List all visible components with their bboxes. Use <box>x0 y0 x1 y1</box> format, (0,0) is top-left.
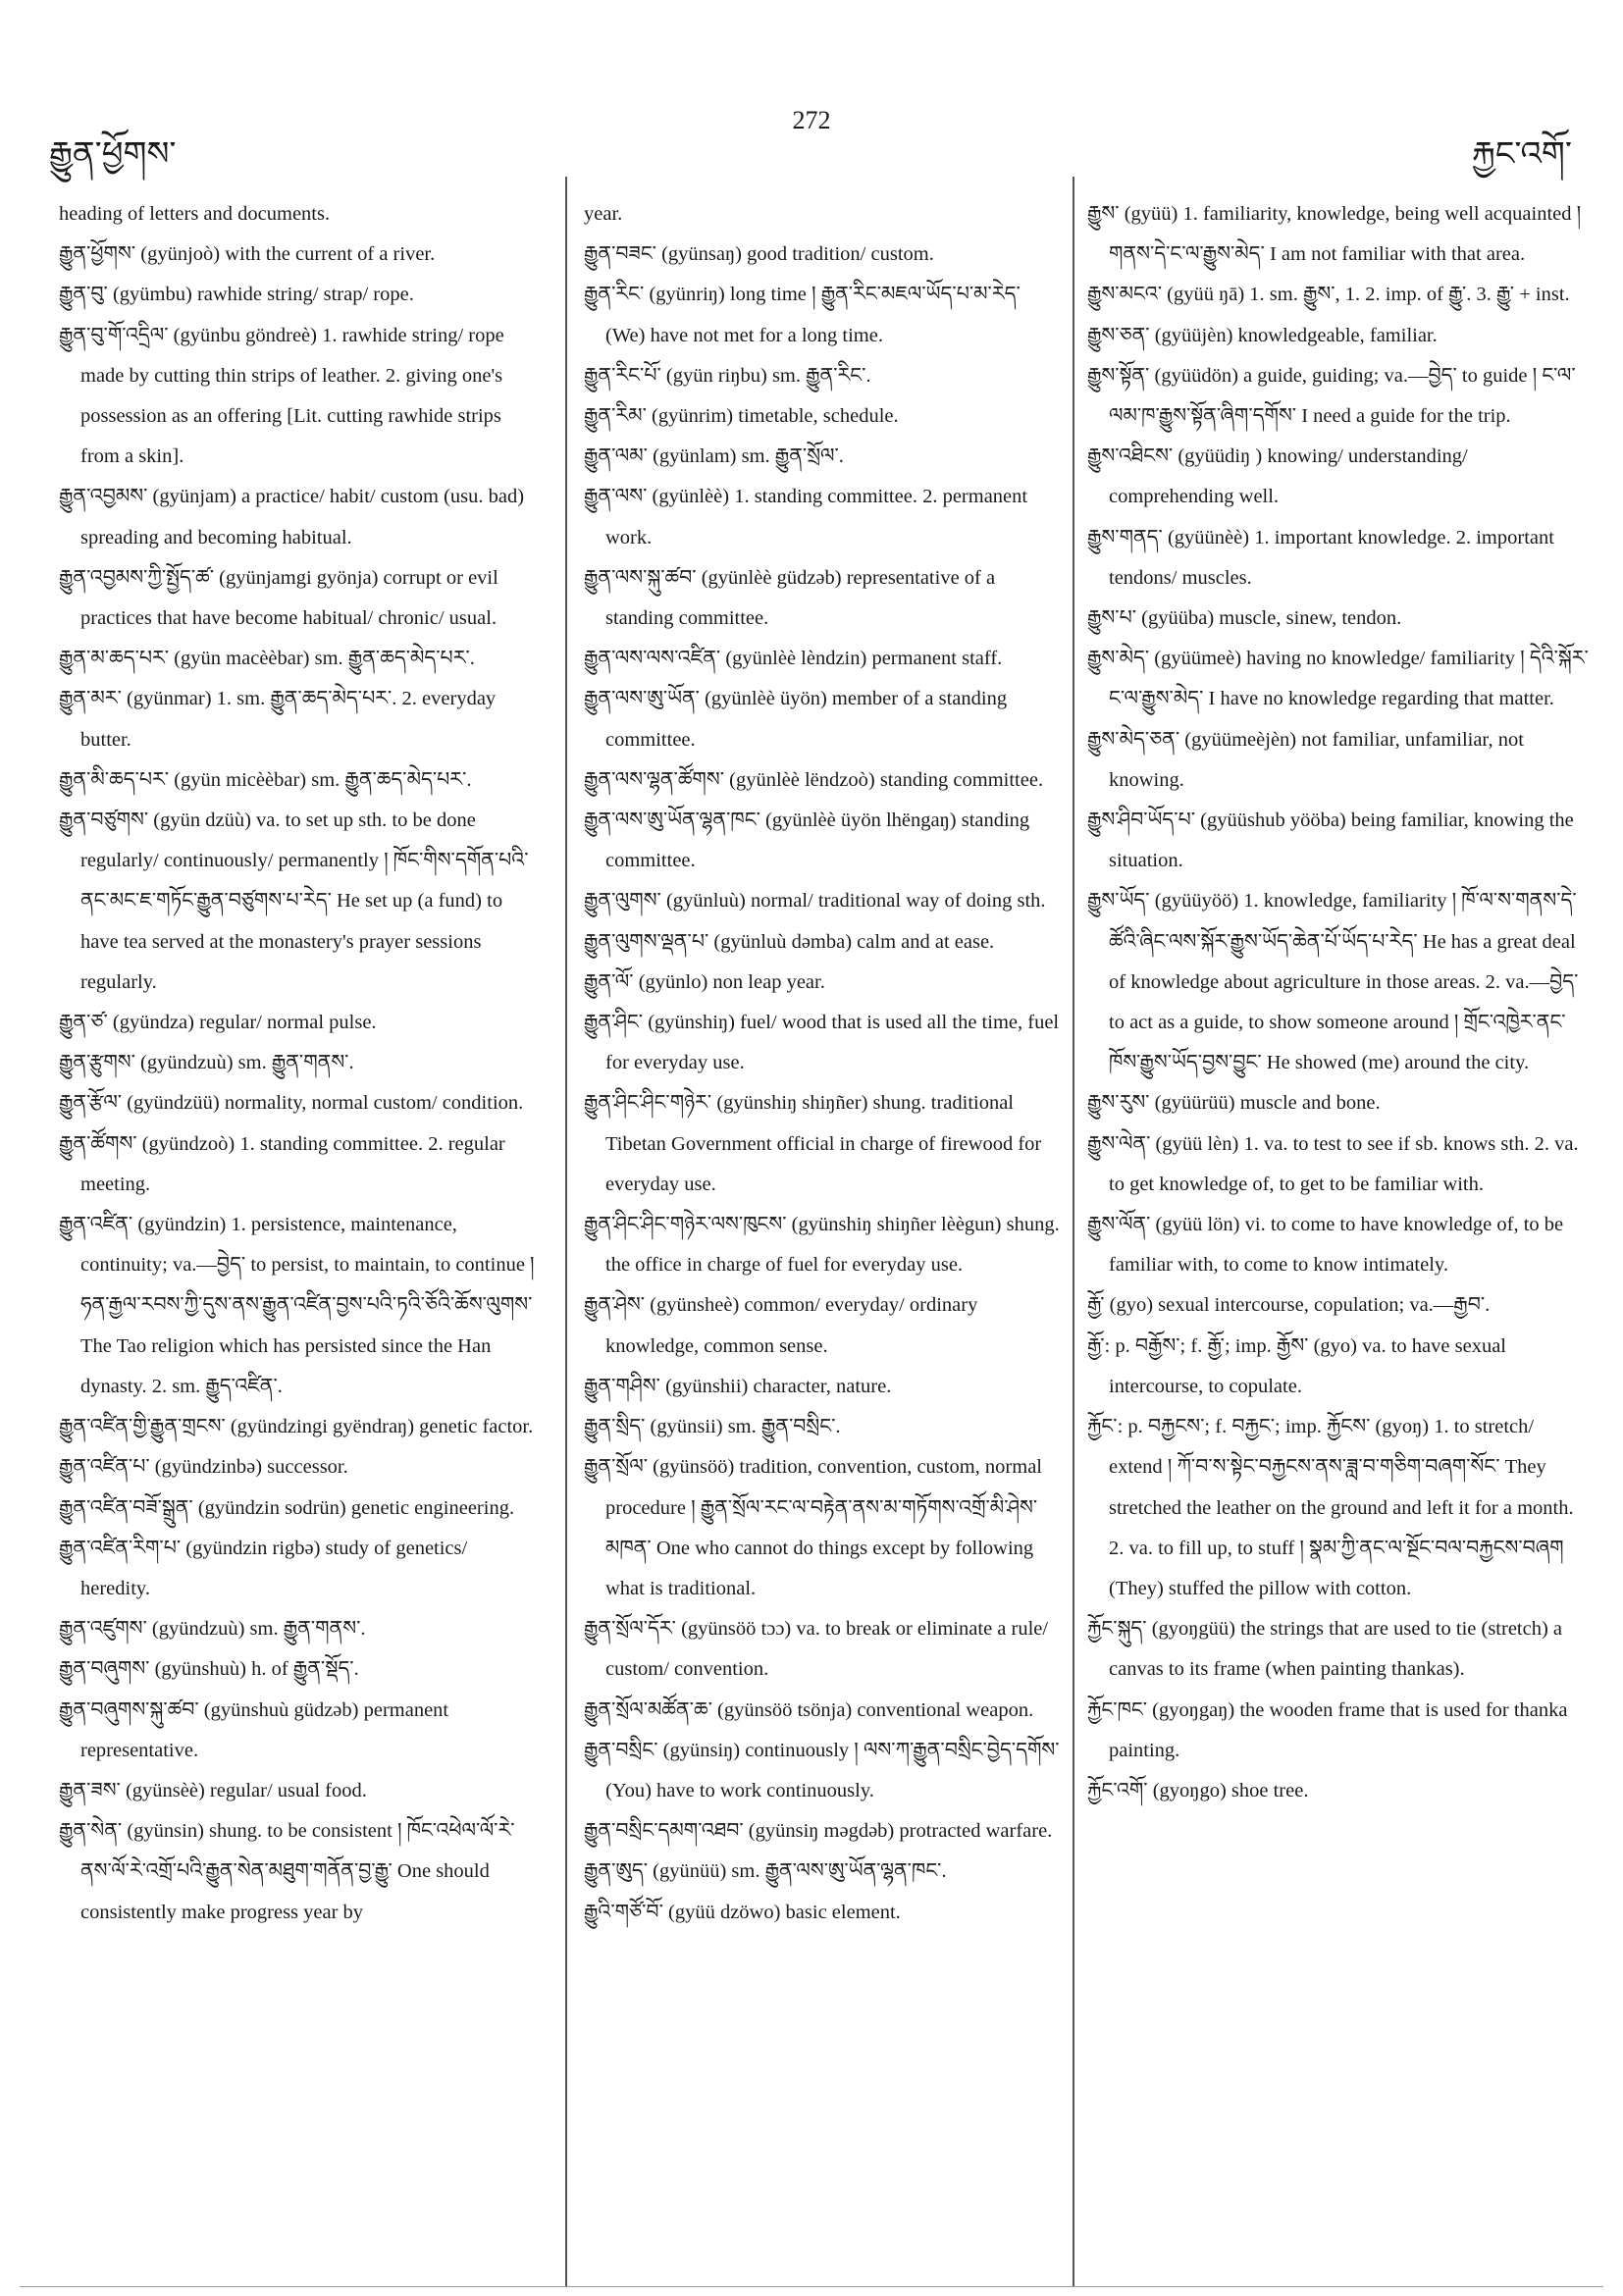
dictionary-entry: རྒྱུན་སྲོལ་ (gyünsöö) tradition, convention, custom, normal procedure ། རྒྱུན་སྲོལ་རང་ལ་བརྟེན་ནས་མ་གཏོགས་འགྲོ་མི་ཤེས་མཁན་ One who cannot do things except by following what is traditional. <box>584 1456 1042 1599</box>
dictionary-entry: རྒྱུན་ལས་ཨུ་ཡོན་ (gyünlèè üyön) member of a standing committee. <box>584 688 1008 751</box>
dictionary-entry: རྒྱུན་ཙ་ (gyündza) regular/ normal pulse. <box>59 1012 377 1034</box>
bottom-rule <box>20 2286 1603 2287</box>
page-number: 272 <box>792 106 831 134</box>
dictionary-entry: རྒྱུན་རིམ་ (gyünrim) timetable, schedule. <box>584 405 899 428</box>
dictionary-entry: རྐྱོང་ཁང་ (gyoŋgaŋ) the wooden frame that is used for thanka painting. <box>1087 1698 1568 1761</box>
dictionary-entry: རྒྱུན་ལུགས་ (gyünluù) normal/ traditional way of doing sth. <box>584 890 1046 913</box>
dictionary-entry: རྒྱུན་བསྲིང་དམག་འཐབ་ (gyünsiŋ məgdəb) protracted warfare. <box>584 1820 1053 1843</box>
dictionary-entry: རྒྱུན་ཤིང་ (gyünshiŋ) fuel/ wood that is used all the time, fuel for everyday use. <box>584 1012 1060 1074</box>
column-divider <box>565 177 567 2286</box>
dictionary-column-3 <box>1087 194 1590 1811</box>
dictionary-entry: རྒྱུན་བསྲིང་ (gyünsiŋ) continuously ། ལས་ཀ་རྒྱུན་བསྲིང་བྱེད་དགོས་ (You) have to work continuously. <box>584 1739 1060 1801</box>
dictionary-entry: རྒྱུན་འབྱམས་ (gyünjam) a practice/ habit/ custom (usu. bad) spreading and becoming habitual. <box>59 486 525 548</box>
dictionary-entry: རྒྱུན་མར་ (gyünmar) 1. sm. རྒྱུན་ཆད་མེད་པར་. 2. everyday butter. <box>59 688 497 751</box>
dictionary-entry: རྒྱུས་ཅན་ (gyüüjèn) knowledgeable, familiar. <box>1087 324 1438 346</box>
dictionary-entry: རྒྱུན་ལས་ལས་འཛིན་ (gyünlèè lèndzin) permanent staff. <box>584 648 1003 670</box>
dictionary-entry: རྒྱུས་ཡོད་ (gyüüyöö) 1. knowledge, familiarity ། ཁོ་ལ་ས་གནས་དེ་ཚོའི་ཞིང་ལས་སྐོར་རྒྱུས་ཡོད་ཆེན་པོ་ཡོད་པ་རེད་ He has a great deal of knowledge about agriculture in those areas. 2. va.—བྱེད་ to act as a guide, to show someone around ། གྲོང་འཁྱེར་ནང་ཁོས་རྒྱུས་ཡོད་བྱས་བྱུང་ He showed (me) around the city. <box>1087 890 1579 1074</box>
dictionary-entry: རྒྱུས་མེད་ཅན་ (gyüümeèjèn) not familiar, unfamiliar, not knowing. <box>1087 728 1524 791</box>
dictionary-entry: རྒྱུན་བཞུགས་ (gyünshuù) h. of རྒྱུན་སྡོད་. <box>59 1658 359 1681</box>
dictionary-entry: རྒྱོ་ (gyo) sexual intercourse, copulation; va.—རྒྱབ་. <box>1087 1294 1491 1317</box>
dictionary-entry: རྒྱུན་འཛིན་པ་ (gyündzinbə) successor. <box>59 1456 348 1479</box>
dictionary-entry: རྒྱོ་: p. བརྒྱོས་; f. རྒྱོ་; imp. རྒྱོས་ (gyo) va. to have sexual intercourse, to copulate. <box>1087 1334 1506 1397</box>
dictionary-entry: རྒྱུས་ལེན་ (gyüü lèn) 1. va. to test to see if sb. knows sth. 2. va. to get knowledge of, to get to be familiar with. <box>1087 1132 1579 1195</box>
dictionary-entry: རྒྱུས་མངའ་ (gyüü ŋā) 1. sm. རྒྱུས་, 1. 2. imp. of རྒྱུ་. 3. རྒྱུ་ + inst. <box>1087 284 1570 306</box>
left-running-headword: རྒྱུན་ཕྱོགས་ <box>49 136 177 173</box>
dictionary-entry: རྒྱུས་རུས་ (gyüürüü) muscle and bone. <box>1087 1092 1381 1115</box>
dictionary-column-2 <box>584 194 1065 1933</box>
dictionary-entry: རྒྱུན་རིང་པོ་ (gyün riŋbu) sm. རྒྱུན་རིང་. <box>584 364 871 387</box>
dictionary-entry: རྒྱུན་མ་ཆད་པར་ (gyün macèèbar) sm. རྒྱུན་ཆད་མེད་པར་. <box>59 648 475 670</box>
dictionary-entry: རྒྱུན་ཚོགས་ (gyündzoò) 1. standing committee. 2. regular meeting. <box>59 1132 505 1195</box>
dictionary-entry: རྒྱུས་ཤིབ་ཡོད་པ་ (gyüüshub yööba) being familiar, knowing the situation. <box>1087 809 1574 872</box>
dictionary-entry: རྒྱུན་བུ་ (gyümbu) rawhide string/ strap/ rope. <box>59 284 414 306</box>
dictionary-entry: རྒྱུན་ལུགས་ལྡན་པ་ (gyünluù dəmba) calm and at ease. <box>584 930 995 953</box>
dictionary-entry: རྒྱུན་ཤེས་ (gyünsheè) common/ everyday/ ordinary knowledge, common sense. <box>584 1294 978 1357</box>
dictionary-entry: རྒྱུན་སྲོལ་མཚོན་ཆ་ (gyünsöö tsönja) conventional weapon. <box>584 1698 1034 1721</box>
dictionary-entry: heading of letters and documents. <box>59 203 331 225</box>
dictionary-entry: year. <box>584 203 623 225</box>
dictionary-entry: རྒྱུས་འཐིངས་ (gyüüdiŋ ) knowing/ understanding/ comprehending well. <box>1087 445 1468 508</box>
dictionary-entry: རྐྱོང་སྐུད་ (gyoŋgüü) the strings that are used to tie (stretch) a canvas to its frame (when painting thankas). <box>1087 1618 1563 1681</box>
dictionary-entry: རྒྱུན་ཟས་ (gyünsèè) regular/ usual food. <box>59 1779 367 1801</box>
dictionary-entry: རྒྱུས་པ་ (gyüüba) muscle, sinew, tendon. <box>1087 607 1402 630</box>
dictionary-entry: རྒྱུན་རིང་ (gyünriŋ) long time ། རྒྱུན་རིང་མཇལ་ཡོད་པ་མ་རེད་ (We) have not met for a long time. <box>584 284 1021 346</box>
dictionary-entry: རྐྱོང་འགོ་ (gyoŋgo) shoe tree. <box>1087 1779 1309 1801</box>
dictionary-entry: རྒྱུས་ལོན་ (gyüü lön) vi. to come to have knowledge of, to be familiar with, to come to know intimately. <box>1087 1214 1564 1277</box>
dictionary-entry: རྒྱུན་བུ་གོ་འདྲིལ་ (gyünbu göndreè) 1. rawhide string/ rope made by cutting thin strips of leather. 2. giving one's possession as an offering [Lit. cutting rawhide strips from a skin]. <box>59 324 504 468</box>
dictionary-column-1 <box>59 194 538 1933</box>
dictionary-entry: རྒྱུས་སྟོན་ (gyüüdön) a guide, guiding; va.—བྱེད་ to guide ། ང་ལ་ལམ་ཁ་རྒྱུས་སྟོན་ཞིག་དགོས་ I need a guide for the trip. <box>1087 364 1576 428</box>
dictionary-entry: རྒྱུན་འཛིན་བཟོ་སྒྲུན་ (gyündzin sodrün) genetic engineering. <box>59 1496 515 1519</box>
dictionary-entry: རྒྱུན་འབྱམས་ཀྱི་སྤྱོད་ཚ་ (gyünjamgi gyönja) corrupt or evil practices that have become habitual/ chronic/ usual. <box>59 566 498 630</box>
dictionary-entry: རྒྱུན་བཞུགས་སྐུ་ཚབ་ (gyünshuù güdzəb) permanent representative. <box>59 1698 449 1761</box>
dictionary-entry: རྒྱུན་འཛུགས་ (gyündzuù) sm. རྒྱུན་གནས་. <box>59 1618 366 1641</box>
dictionary-entry: རྒྱུན་སྲོལ་དོར་ (gyünsöö tɔɔ) va. to break or eliminate a rule/ custom/ convention. <box>584 1618 1049 1681</box>
dictionary-entry: རྒྱུན་འཛིན་ (gyündzin) 1. persistence, maintenance, continuity; va.—བྱེད་ to persist, to maintain, to continue ། ཧན་རྒྱལ་རབས་ཀྱི་དུས་ནས་རྒྱུན་འཛིན་བྱས་པའི་ཏའི་ཅོའི་ཆོས་ལུགས་ The Tao religion which has persisted since the Han dynasty. 2. sm. རྒྱུད་འཛིན་. <box>59 1214 535 1397</box>
dictionary-entry: རྒྱུན་རྩུགས་ (gyündzuù) sm. རྒྱུན་གནས་. <box>59 1052 354 1074</box>
column-divider <box>1073 177 1074 2286</box>
dictionary-entry: རྐྱོང་: p. བརྐྱངས་; f. བརྐྱང་; imp. རྐྱོངས་ (gyoŋ) 1. to stretch/ extend ། ཀོ་བ་ས་སྟེང་བརྐྱངས་ནས་ཟླ་བ་གཅིག་བཞག་སོང་ They stretched the leather on the ground and left it for a month. 2. va. to fill up, to stuff ། སྣམ་ཀྱི་ནང་ལ་སྔོང་བལ་བརྐྱངས་བཞག (They) stuffed the pillow with cotton. <box>1087 1416 1574 1599</box>
dictionary-entry: རྒྱུན་ལོ་ (gyünlo) non leap year. <box>584 970 825 993</box>
dictionary-entry: རྒྱུན་ཤིང་ཤིང་གཉེར་ (gyünshiŋ shiŋñer) shung. traditional Tibetan Government official in charge of firewood for everyday use. <box>584 1092 1042 1195</box>
dictionary-entry: རྒྱུན་འཛིན་གྱི་རྒྱུན་གྲངས་ (gyündzingi gyëndraŋ) genetic factor. <box>59 1416 534 1438</box>
dictionary-entry: རྒྱུན་མི་ཆད་པར་ (gyün micèèbar) sm. རྒྱུན་ཆད་མེད་པར་. <box>59 768 472 791</box>
dictionary-entry: རྒྱུན་ལས་ཨུ་ཡོན་ལྷན་ཁང་ (gyünlèè üyön lhëngaŋ) standing committee. <box>584 809 1030 872</box>
dictionary-entry: རྒྱུན་བཟང་ (gyünsaŋ) good tradition/ custom. <box>584 243 934 266</box>
dictionary-entry: རྒྱུན་ཤིང་ཤིང་གཉེར་ལས་ཁུངས་ (gyünshiŋ shiŋñer lèègun) shung. the office in charge of fuel for everyday use. <box>584 1214 1060 1277</box>
dictionary-entry: རྒྱུས་མེད་ (gyüümeè) having no knowledge/ familiarity ། དེའི་སྐོར་ང་ལ་རྒྱུས་མེད་ I have no knowledge regarding that matter. <box>1087 648 1589 710</box>
dictionary-entry: རྒྱུན་རྩོལ་ (gyündzüü) normality, normal custom/ condition. <box>59 1092 524 1115</box>
dictionary-entry: རྒྱུན་འཛིན་རིག་པ་ (gyündzin rigbə) study of genetics/ heredity. <box>59 1537 468 1599</box>
dictionary-entry: རྒྱུན་སྲིད་ (gyünsii) sm. རྒྱུན་བསྲིང་. <box>584 1416 841 1438</box>
dictionary-entry: རྒྱུའི་གཙོ་བོ་ (gyüü dzöwo) basic element. <box>584 1901 901 1923</box>
dictionary-entry: རྒྱུས་གནད་ (gyüünèè) 1. important knowledge. 2. important tendons/ muscles. <box>1087 526 1554 589</box>
dictionary-entry: རྒྱུན་ལས་ལྷན་ཚོགས་ (gyünlèè lëndzoò) standing committee. <box>584 768 1044 791</box>
dictionary-entry: རྒྱུན་བཙུགས་ (gyün dzüù) va. to set up sth. to be done regularly/ continuously/ permanently ། ཁོང་གིས་དགོན་པའི་ནང་མང་ཇ་གཏོང་རྒྱུན་བཙུགས་པ་རེད་ He set up (a fund) to have tea served at the monastery's prayer sessions regularly. <box>59 809 529 993</box>
dictionary-entry: རྒྱུན་ལམ་ (gyünlam) sm. རྒྱུན་སྲོལ་. <box>584 445 844 468</box>
dictionary-entry: རྒྱུན་ཕྱོགས་ (gyünjoò) with the current of a river. <box>59 243 436 266</box>
dictionary-entry: རྒྱུན་གཤིས་ (gyünshii) character, nature. <box>584 1375 892 1397</box>
dictionary-entry: རྒྱུས་ (gyüü) 1. familiarity, knowledge, being well acquainted ། གནས་དེ་ང་ལ་རྒྱུས་མེད་ I am not familiar with that area. <box>1087 203 1582 266</box>
dictionary-entry: རྒྱུན་ཨུད་ (gyünüü) sm. རྒྱུན་ལས་ཨུ་ཡོན་ལྷན་ཁང་. <box>584 1860 947 1883</box>
dictionary-entry: རྒྱུན་ལས་ (gyünlèè) 1. standing committee. 2. permanent work. <box>584 486 1028 548</box>
dictionary-entry: རྒྱུན་སེན་ (gyünsin) shung. to be consistent ། ཁོང་འཕེལ་ལོ་རེ་ནས་ལོ་རེ་འགྲོ་པའི་རྒྱུན་སེན་མཐུག་གནོན་བྱ་རྒྱུ་ One should consistently make progress year by <box>59 1820 515 1923</box>
dictionary-entry: རྒྱུན་ལས་སྐུ་ཚབ་ (gyünlèè güdzəb) representative of a standing committee. <box>584 566 996 630</box>
right-running-headword: རྐྱང་འགོ་ <box>1471 136 1572 173</box>
